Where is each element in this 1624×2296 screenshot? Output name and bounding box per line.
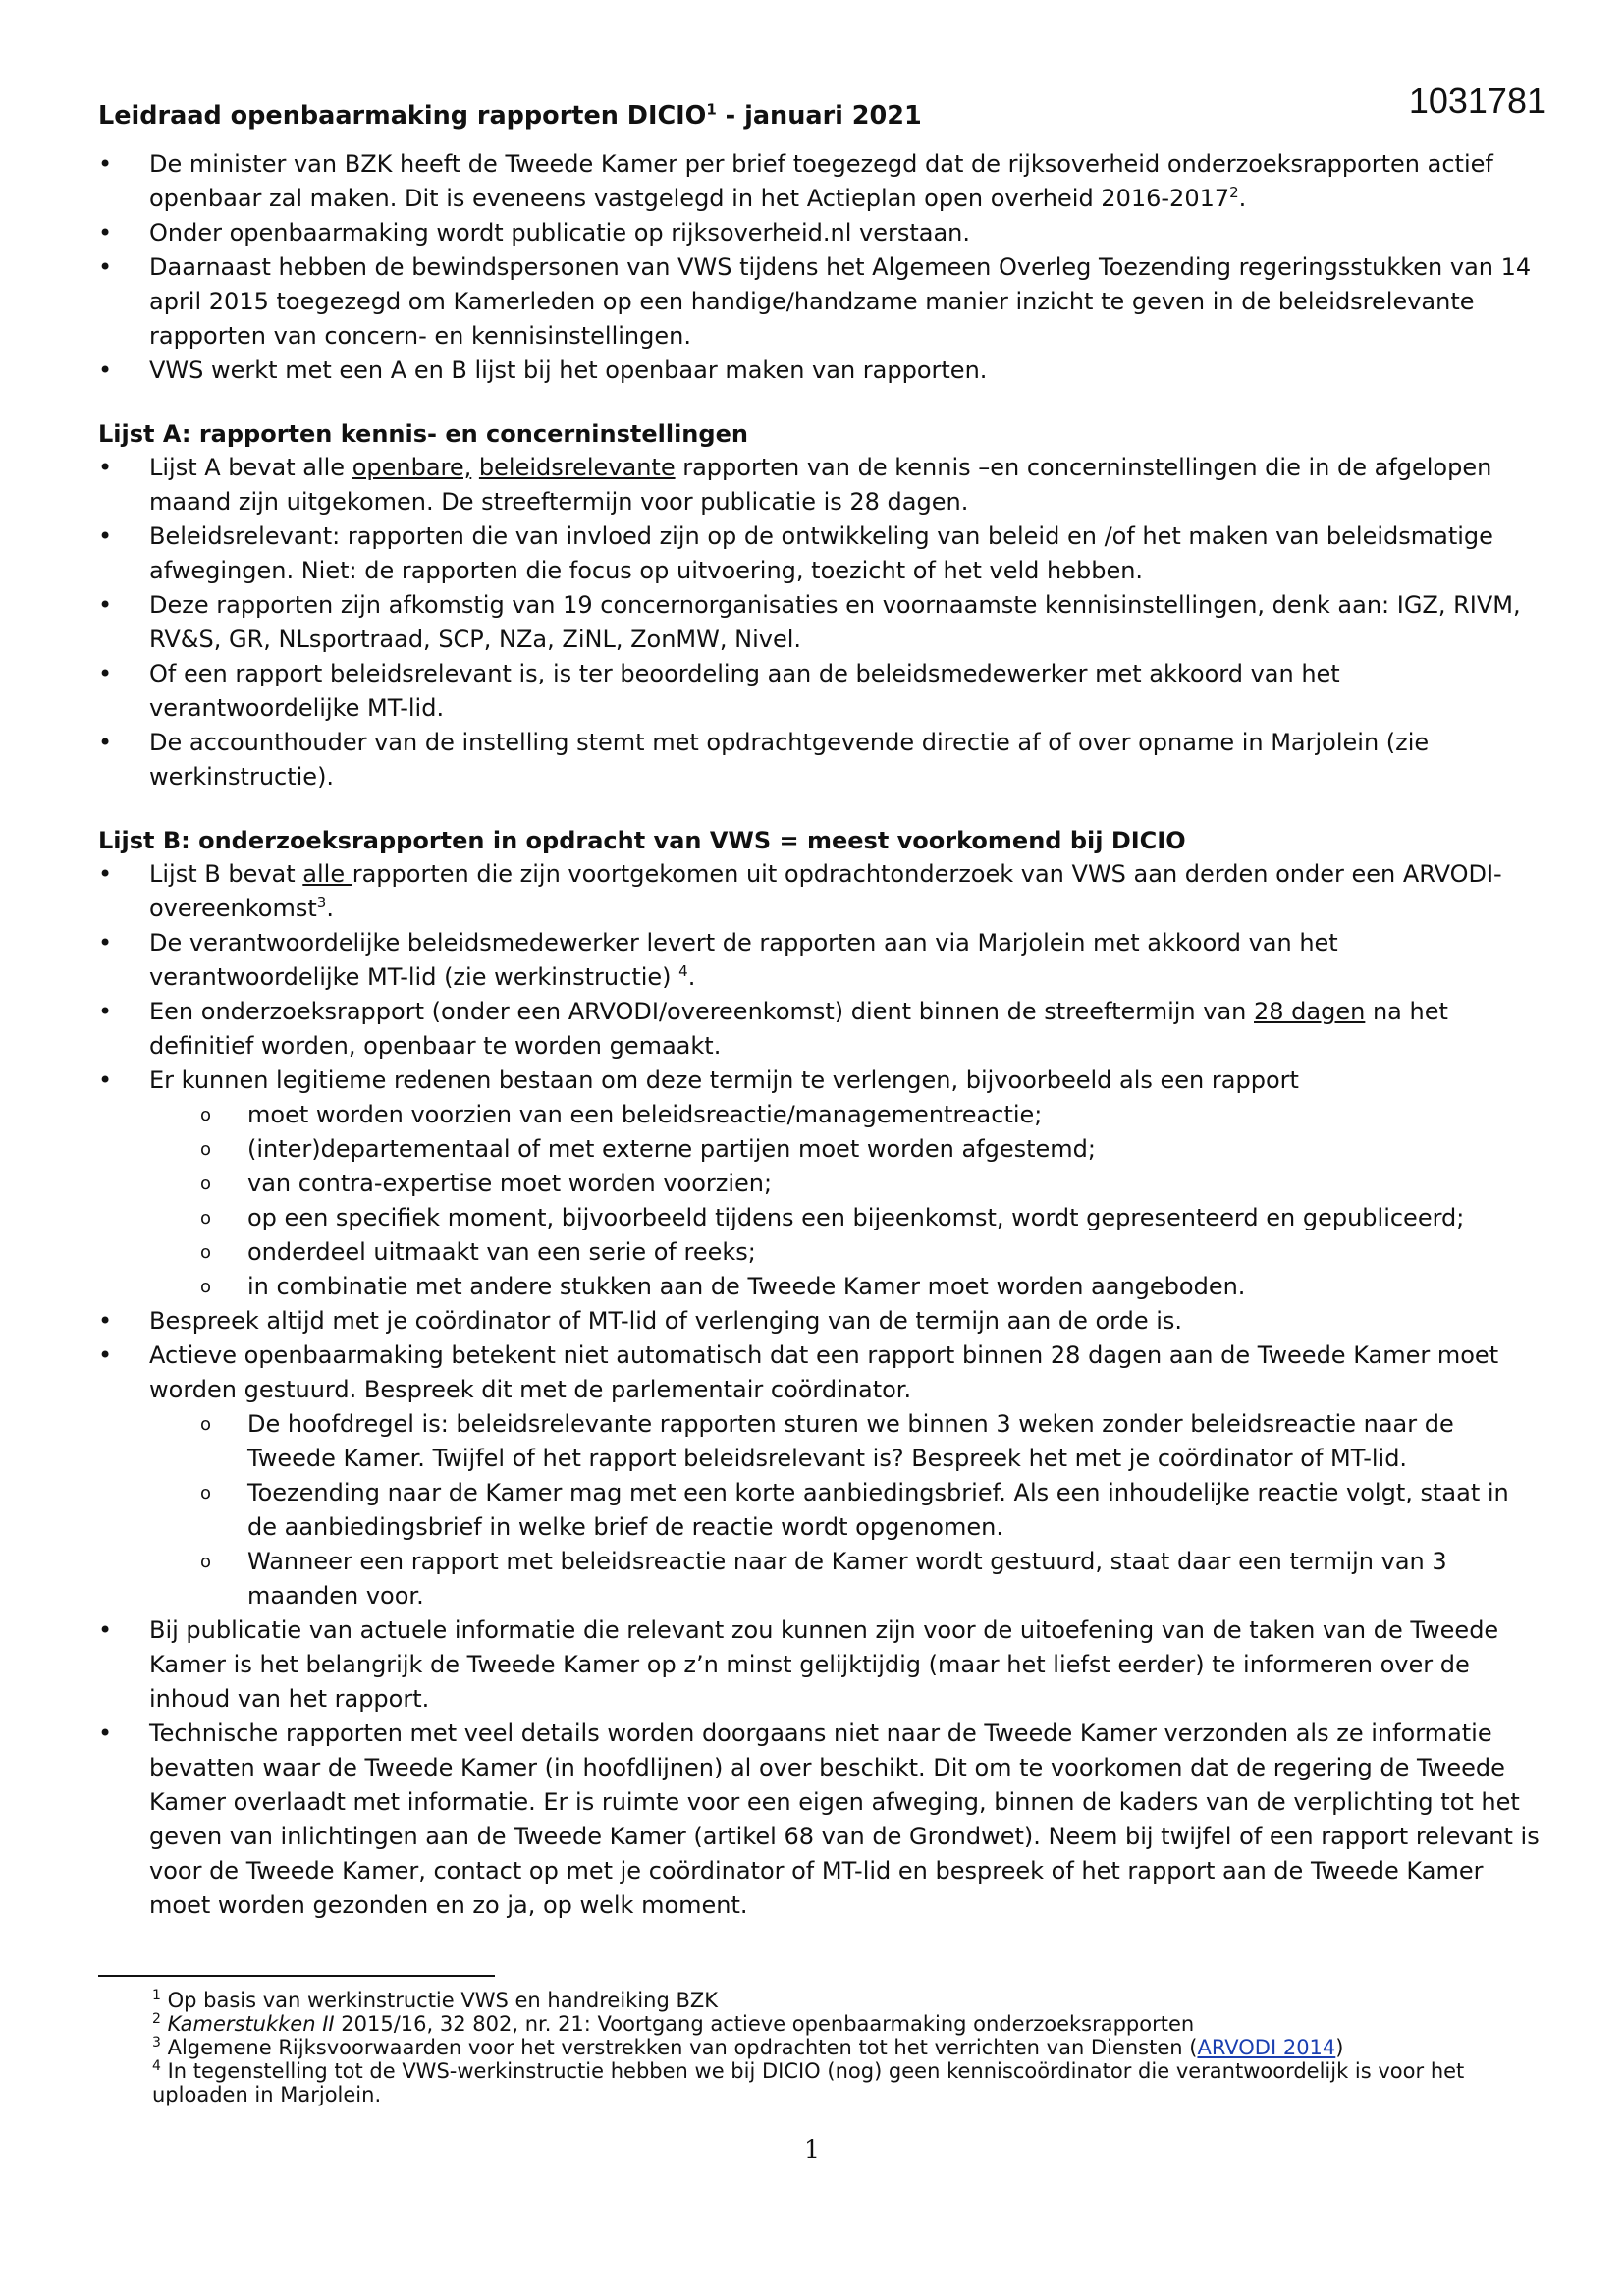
sub-list-item: o Wanneer een rapport met beleidsreactie naar de Kamer wordt gestuurd, staat daar een termijn van 3 maanden voor. [149, 1545, 1542, 1613]
page-number: 1 [804, 2135, 820, 2163]
list-item: • Beleidsrelevant: rapporten die van invloed zijn op de ontwikkeling van beleid en /of het maken van beleidsmatige afwegingen. Niet: de rapporten die focus op uitvoering, toezicht of het veld hebben. [98, 519, 1542, 588]
footnotes [152, 1989, 1527, 2106]
footnote-4: $^4$ In tegenstelling tot de VWS-werkinstructie hebben we bij DICIO (nog) geen kenniscoördinator die verantwoordelijk is voor het uploaden in Marjolein. [152, 2058, 1465, 2106]
list-item: • De accounthouder van de instelling stemt met opdrachtgevende directie af of over opname in Marjolein (zie werkinstructie). [98, 726, 1542, 794]
sub-list-item: o De hoofdregel is: beleidsrelevante rapporten sturen we binnen 3 weken zonder beleidsreactie naar de Tweede Kamer. Twijfel of het rapport beleidsrelevant is? Bespreek het met je coördinator of MT-lid. [149, 1407, 1542, 1476]
sub-list-item: o (inter)departementaal of met externe partijen moet worden afgestemd; [149, 1132, 1542, 1167]
list-item: • Technische rapporten met veel details worden doorgaans niet naar de Tweede Kamer verzonden als ze informatie bevatten waar de Tweede Kamer (in hoofdlijnen) al over beschikt. Dit om te voorkomen dat de regering de Tweede Kamer overlaadt met informatie. Er is ruimte voor een eigen afweging, binnen de kaders van de verplichting tot het geven van inlichtingen aan de Tweede Kamer (artikel 68 van de Grondwet). Neem bij twijfel of een rapport relevant is voor de Tweede Kamer, contact op met je coördinator of MT-lid en bespreek of het rapport aan de Tweede Kamer moet worden gezonden en zo ja, op welk moment. [98, 1717, 1542, 1923]
section-heading: Lijst B: onderzoeksrapporten in opdracht van VWS = meest voorkomend bij DICIO [98, 827, 1186, 854]
sub-list-item: o onderdeel uitmaakt van een serie of reeks; [149, 1235, 1542, 1270]
list-item: • Of een rapport beleidsrelevant is, is ter beoordeling aan de beleidsmedewerker met akkoord van het verantwoordelijke MT-lid. [98, 657, 1542, 726]
footnote-2: $^2$ Kamerstukken II 2015/16, 32 802, nr. 21: Voortgang actieve openbaarmaking onderzoeksrapporten [152, 2011, 1195, 2036]
section-list-a [98, 417, 1542, 794]
document-number: 1031781 [1408, 81, 1546, 121]
list-item: • Actieve openbaarmaking betekent niet automatisch dat een rapport binnen 28 dagen aan de Tweede Kamer moet worden gestuurd. Bespreek dit met de parlementair coördinator. o De hoofdregel is: beleidsrelevante rapporten sturen we binnen 3 weken zonder beleidsreactie naar de Tweede Kamer. Twijfel of het rapport beleidsrelevant is? Bespreek het met je coördinator of MT-lid. o Toezending naar de Kamer mag met een korte aanbiedingsbrief. Als een inhoudelijke reactie volgt, staat in de aanbiedingsbrief in welke brief de reactie wordt opgenomen. o Wanneer een rapport met beleidsreactie naar de Kamer wordt gestuurd, staat daar een termijn van 3 maanden voor. [98, 1339, 1542, 1613]
footnote-1: $^1$ Op basis van werkinstructie VWS en handreiking BZK [152, 1988, 719, 2012]
arvodi-link[interactable]: ARVODI 2014 [1197, 2036, 1336, 2059]
sub-list-item: o op een specifiek moment, bijvoorbeeld tijdens een bijeenkomst, wordt gepresenteerd en gepubliceerd; [149, 1201, 1542, 1235]
list-item: • Daarnaast hebben de bewindspersonen van VWS tijdens het Algemeen Overleg Toezending regeringsstukken van 14 april 2015 toegezegd om Kamerleden op een handige/handzame manier inzicht te geven in de beleidsrelevante rapporten van concern- en kennisinstellingen. [98, 250, 1542, 354]
list-item: • De minister van BZK heeft de Tweede Kamer per brief toegezegd dat de rijksoverheid onderzoeksrapporten actief openbaar zal maken. Dit is eveneens vastgelegd in het Actieplan open overheid 2016-2017$^2$. [98, 147, 1542, 216]
sub-list-item: o Toezending naar de Kamer mag met een korte aanbiedingsbrief. Als een inhoudelijke reactie volgt, staat in de aanbiedingsbrief in welke brief de reactie wordt opgenomen. [149, 1476, 1542, 1545]
sub-list-item: o in combinatie met andere stukken aan de Tweede Kamer moet worden aangeboden. [149, 1270, 1542, 1304]
intro-list [98, 147, 1542, 388]
list-item: • De verantwoordelijke beleidsmedewerker levert de rapporten aan via Marjolein met akkoord van het verantwoordelijke MT-lid (zie werkinstructie) $^4$. [98, 926, 1542, 995]
footnote-3: $^3$ Algemene Rijksvoorwaarden voor het verstrekken van opdrachten tot het verrichten van Diensten (ARVODI 2014) [152, 2035, 1344, 2059]
list-item: • Bij publicatie van actuele informatie die relevant zou kunnen zijn voor de uitoefening van de taken van de Tweede Kamer is het belangrijk de Tweede Kamer op z’n minst gelijktijdig (maar het liefst eerder) te informeren over de inhoud van het rapport. [98, 1613, 1542, 1717]
footnote-separator [98, 1975, 495, 1977]
document-body [98, 98, 1542, 1923]
list-item: • Bespreek altijd met je coördinator of MT-lid of verlenging van de termijn aan de orde is. [98, 1304, 1542, 1339]
list-item: • Deze rapporten zijn afkomstig van 19 concernorganisaties en voornaamste kennisinstellingen, denk aan: IGZ, RIVM, RV&S, GR, NLsportraad, SCP, NZa, ZiNL, ZonMW, Nivel. [98, 588, 1542, 657]
list-item: • Een onderzoeksrapport (onder een ARVODI/overeenkomst) dient binnen de streeftermijn van 28 dagen na het definitief worden, openbaar te worden gemaakt. [98, 995, 1542, 1064]
sub-list-item: o van contra-expertise moet worden voorzien; [149, 1167, 1542, 1201]
sub-list-item: o moet worden voorzien van een beleidsreactie/managementreactie; [149, 1098, 1542, 1132]
list-item: • Lijst A bevat alle openbare, beleidsrelevante rapporten van de kennis –en concerninstellingen die in de afgelopen maand zijn uitgekomen. De streeftermijn voor publicatie is 28 dagen. [98, 451, 1542, 519]
list-item: • VWS werkt met een A en B lijst bij het openbaar maken van rapporten. [98, 354, 1542, 388]
document-title: Leidraad openbaarmaking rapporten DICIO$^1$ - januari 2021 [98, 100, 922, 131]
list-item: • Er kunnen legitieme redenen bestaan om deze termijn te verlengen, bijvoorbeeld als een rapport o moet worden voorzien van een beleidsreactie/managementreactie; o (inter)departementaal of met externe partijen moet worden afgestemd; o van contra-expertise moet worden voorzien; o op een specifiek moment, bijvoorbeeld tijdens een bijeenkomst, wordt gepresenteerd en gepubliceerd; o onderdeel uitmaakt van een serie of reeks; o in combinatie met andere stukken aan de Tweede Kamer moet worden aangeboden. [98, 1064, 1542, 1304]
list-item: • Onder openbaarmaking wordt publicatie op rijksoverheid.nl verstaan. [98, 216, 1542, 250]
section-list-b [98, 824, 1542, 1923]
section-heading: Lijst A: rapporten kennis- en concerninstellingen [98, 420, 748, 448]
list-item: • Lijst B bevat alle rapporten die zijn voortgekomen uit opdrachtonderzoek van VWS aan derden onder een ARVODI-overeenkomst$^3$. [98, 857, 1542, 926]
